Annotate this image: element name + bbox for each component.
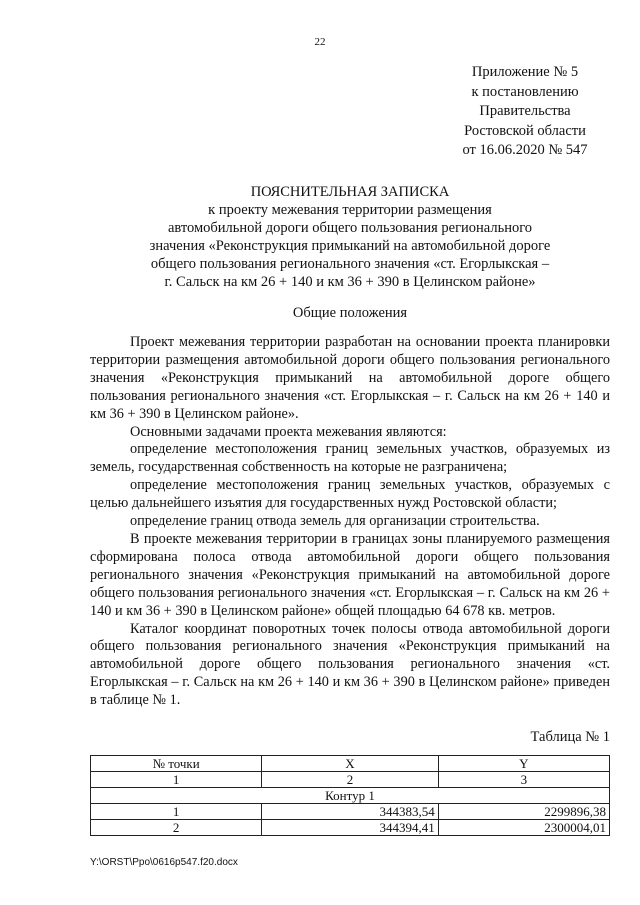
paragraph: Каталог координат поворотных точек полосы отвода автомобильной дороги общего пользования регионального значения «Реконструкция примыканий на автомобильной дороге общего пользования регионального значения «ст. Егорлыкская – г. Сальск на км 26 + 140 и км 36 + 390 в Целинском районе» приведен в таблице № 1. [90, 620, 610, 709]
table-header-row [91, 756, 610, 772]
paragraph: В проекте межевания территории в границах зоны планируемого размещения сформирована полоса отвода автомобильной дороги общего пользования регионального значения «Реконструкция примыканий на автомобильной дороге общего пользования регионального значения «ст. Егорлыкская – г. Сальск на км 26 + 140 и км 36 + 390 в Целинском районе» общей площадью 64 678 кв. метров. [90, 530, 610, 619]
paragraph: определение местоположения границ земельных участков, образуемых из земель, государственная собственность на которые не разграничена; [90, 441, 610, 476]
table-cell: 2299896,38 [438, 804, 609, 820]
body-text [90, 334, 610, 710]
title-line: г. Сальск на км 26 + 140 и км 36 + 390 в Целинском районе» [164, 274, 536, 290]
title-line: значения «Реконструкция примыканий на автомобильной дороге [149, 238, 551, 254]
table-caption: Таблица № 1 [530, 729, 610, 745]
page-number: 22 [314, 36, 326, 48]
title-line: общего пользования регионального значения «ст. Егорлыкская – [150, 256, 550, 272]
appendix-line: к постановлению [471, 83, 579, 100]
table-index-row [91, 772, 610, 788]
table-group-row [91, 788, 610, 804]
table-cell: 2300004,01 [438, 820, 609, 836]
table-cell: 2 [262, 772, 438, 788]
paragraph: определение границ отвода земель для организации строительства. [130, 513, 540, 530]
footer-file-path: Y:\ORST\Ppo\0616p547.f20.docx [90, 857, 238, 868]
table-cell: 3 [438, 772, 609, 788]
table-cell: 1 [91, 772, 262, 788]
table-row [91, 804, 610, 820]
coordinates-table [90, 755, 610, 836]
table-cell: 344394,41 [262, 820, 438, 836]
table-row [91, 820, 610, 836]
table-cell: 2 [91, 820, 262, 836]
title-line: автомобильной дороги общего пользования регионального [167, 220, 533, 236]
title-line: к проекту межевания территории размещения [208, 202, 492, 218]
column-header-x: X [262, 756, 438, 772]
paragraph: Основными задачами проекта межевания являются: [130, 423, 447, 440]
section-heading: Общие положения [292, 305, 408, 321]
column-header-y: Y [438, 756, 609, 772]
appendix-block [440, 63, 610, 161]
contour-label: Контур 1 [91, 788, 610, 804]
title-line: ПОЯСНИТЕЛЬНАЯ ЗАПИСКА [250, 184, 450, 200]
document-title [120, 183, 580, 291]
table-cell: 1 [91, 804, 262, 820]
column-header-point: № точки [91, 756, 262, 772]
paragraph: Проект межевания территории разработан на основании проекта планировки территории размещения автомобильной дороги общего пользования регионального значения «Реконструкция примыканий на автомобильной дороге общего пользования регионального значения «ст. Егорлыкская – г. Сальск на км 26 + 140 и км 36 + 390 в Целинском районе». [90, 334, 610, 422]
paragraph: определение местоположения границ земельных участков, образуемых с целью дальнейшего изъятия для государственных нужд Ростовской области; [90, 477, 610, 512]
appendix-line: Правительства [479, 103, 571, 119]
appendix-line: от 16.06.2020 № 547 [462, 142, 588, 158]
table-cell: 344383,54 [262, 804, 438, 820]
appendix-line: Приложение № 5 [471, 64, 579, 80]
appendix-line: Ростовской области [464, 122, 586, 139]
